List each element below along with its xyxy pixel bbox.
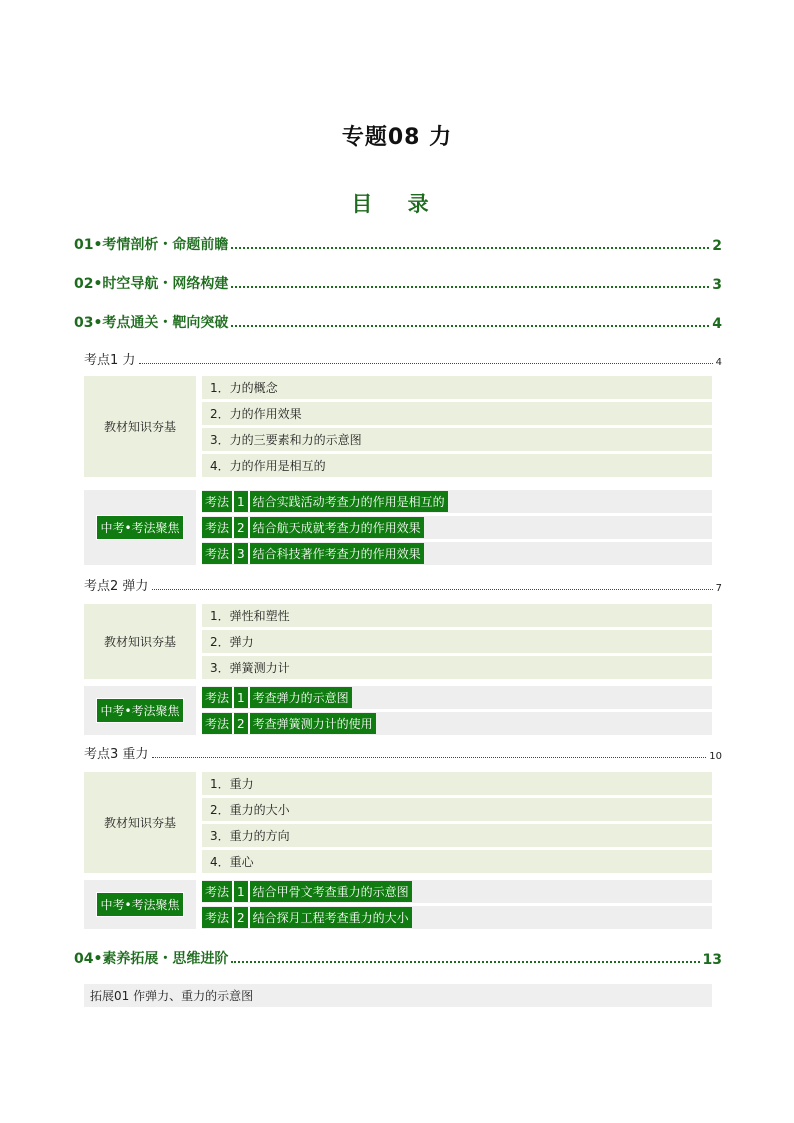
method-tag: 考法 xyxy=(202,543,232,564)
method-category-badge: 中考•考法聚焦 xyxy=(96,698,183,723)
method-item[interactable] xyxy=(202,712,712,735)
knowledge-block-3 xyxy=(84,769,712,876)
method-category xyxy=(84,880,196,929)
method-text: 考查弹力的示意图 xyxy=(250,687,352,708)
method-text: 考查弹簧测力计的使用 xyxy=(250,713,376,734)
toc-point-label: 考点3 重力 xyxy=(84,747,149,762)
method-category-badge: 中考•考法聚焦 xyxy=(96,515,183,540)
toc-entry-page: 3 xyxy=(712,277,722,293)
toc-point-label: 考点1 力 xyxy=(84,353,136,368)
toc-entry-page: 4 xyxy=(712,316,722,332)
toc-entry-page: 13 xyxy=(702,952,722,968)
method-category-badge: 中考•考法聚焦 xyxy=(96,892,183,917)
toc-entry-page: 2 xyxy=(712,238,722,254)
toc-entry-04[interactable] xyxy=(74,946,722,968)
toc-entry-label: 02•时空导航・网络构建 xyxy=(74,276,229,292)
knowledge-category: 教材知识夯基 xyxy=(84,376,196,477)
knowledge-item[interactable]: 1．重力 xyxy=(202,772,712,795)
method-num: 2 xyxy=(234,713,248,734)
method-item[interactable] xyxy=(202,686,712,709)
knowledge-item[interactable]: 1．力的概念 xyxy=(202,376,712,399)
method-block-1 xyxy=(84,487,712,568)
method-block-2 xyxy=(84,683,712,738)
toc-point-1[interactable] xyxy=(84,350,722,368)
method-item[interactable] xyxy=(202,906,712,929)
method-text: 结合航天成就考查力的作用效果 xyxy=(250,517,424,538)
knowledge-item[interactable]: 2．力的作用效果 xyxy=(202,402,712,425)
toc-point-page: 7 xyxy=(715,583,722,594)
toc-entry-label: 01•考情剖析・命题前瞻 xyxy=(74,237,229,253)
method-text: 结合探月工程考查重力的大小 xyxy=(250,907,412,928)
knowledge-item[interactable]: 2．重力的大小 xyxy=(202,798,712,821)
knowledge-category: 教材知识夯基 xyxy=(84,772,196,873)
knowledge-item[interactable]: 3．弹簧测力计 xyxy=(202,656,712,679)
toc-point-2[interactable] xyxy=(84,576,722,594)
toc-point-3[interactable] xyxy=(84,744,722,762)
method-tag: 考法 xyxy=(202,713,232,734)
method-num: 1 xyxy=(234,881,248,902)
extension-item[interactable]: 拓展01 作弹力、重力的示意图 xyxy=(84,984,712,1007)
knowledge-block-1 xyxy=(84,373,712,480)
method-block-3 xyxy=(84,877,712,932)
knowledge-block-2 xyxy=(84,601,712,682)
method-category xyxy=(84,490,196,565)
knowledge-item[interactable]: 4．重心 xyxy=(202,850,712,873)
method-item[interactable] xyxy=(202,516,712,539)
method-num: 1 xyxy=(234,687,248,708)
leader-dots xyxy=(231,286,709,288)
method-tag: 考法 xyxy=(202,907,232,928)
method-num: 3 xyxy=(234,543,248,564)
method-num: 1 xyxy=(234,491,248,512)
toc-entry-02[interactable] xyxy=(74,271,722,293)
toc-point-page: 4 xyxy=(715,357,722,368)
method-tag: 考法 xyxy=(202,687,232,708)
page-title: 专题08 力 xyxy=(341,125,453,150)
knowledge-item[interactable]: 3．重力的方向 xyxy=(202,824,712,847)
knowledge-item[interactable]: 2．弹力 xyxy=(202,630,712,653)
method-item[interactable] xyxy=(202,490,712,513)
leader-dots xyxy=(152,757,706,758)
method-item[interactable] xyxy=(202,542,712,565)
leader-dots xyxy=(231,247,709,249)
leader-dots xyxy=(139,363,712,364)
method-text: 结合甲骨文考查重力的示意图 xyxy=(250,881,412,902)
method-tag: 考法 xyxy=(202,881,232,902)
toc-heading: 目 录 xyxy=(351,192,443,216)
knowledge-item[interactable]: 3．力的三要素和力的示意图 xyxy=(202,428,712,451)
method-tag: 考法 xyxy=(202,517,232,538)
leader-dots xyxy=(231,961,699,963)
method-tag: 考法 xyxy=(202,491,232,512)
knowledge-category: 教材知识夯基 xyxy=(84,604,196,679)
toc-entry-01[interactable] xyxy=(74,232,722,254)
method-text: 结合实践活动考查力的作用是相互的 xyxy=(250,491,448,512)
toc-point-page: 10 xyxy=(709,751,722,762)
method-num: 2 xyxy=(234,517,248,538)
method-category xyxy=(84,686,196,735)
leader-dots xyxy=(152,589,712,590)
toc-point-label: 考点2 弹力 xyxy=(84,579,149,594)
leader-dots xyxy=(231,325,709,327)
toc-entry-03[interactable] xyxy=(74,310,722,332)
toc-entry-label: 04•素养拓展・思维进阶 xyxy=(74,951,229,967)
knowledge-item[interactable]: 4．力的作用是相互的 xyxy=(202,454,712,477)
knowledge-item[interactable]: 1．弹性和塑性 xyxy=(202,604,712,627)
method-text: 结合科技著作考查力的作用效果 xyxy=(250,543,424,564)
method-item[interactable] xyxy=(202,880,712,903)
toc-entry-label: 03•考点通关・靶向突破 xyxy=(74,315,229,331)
method-num: 2 xyxy=(234,907,248,928)
